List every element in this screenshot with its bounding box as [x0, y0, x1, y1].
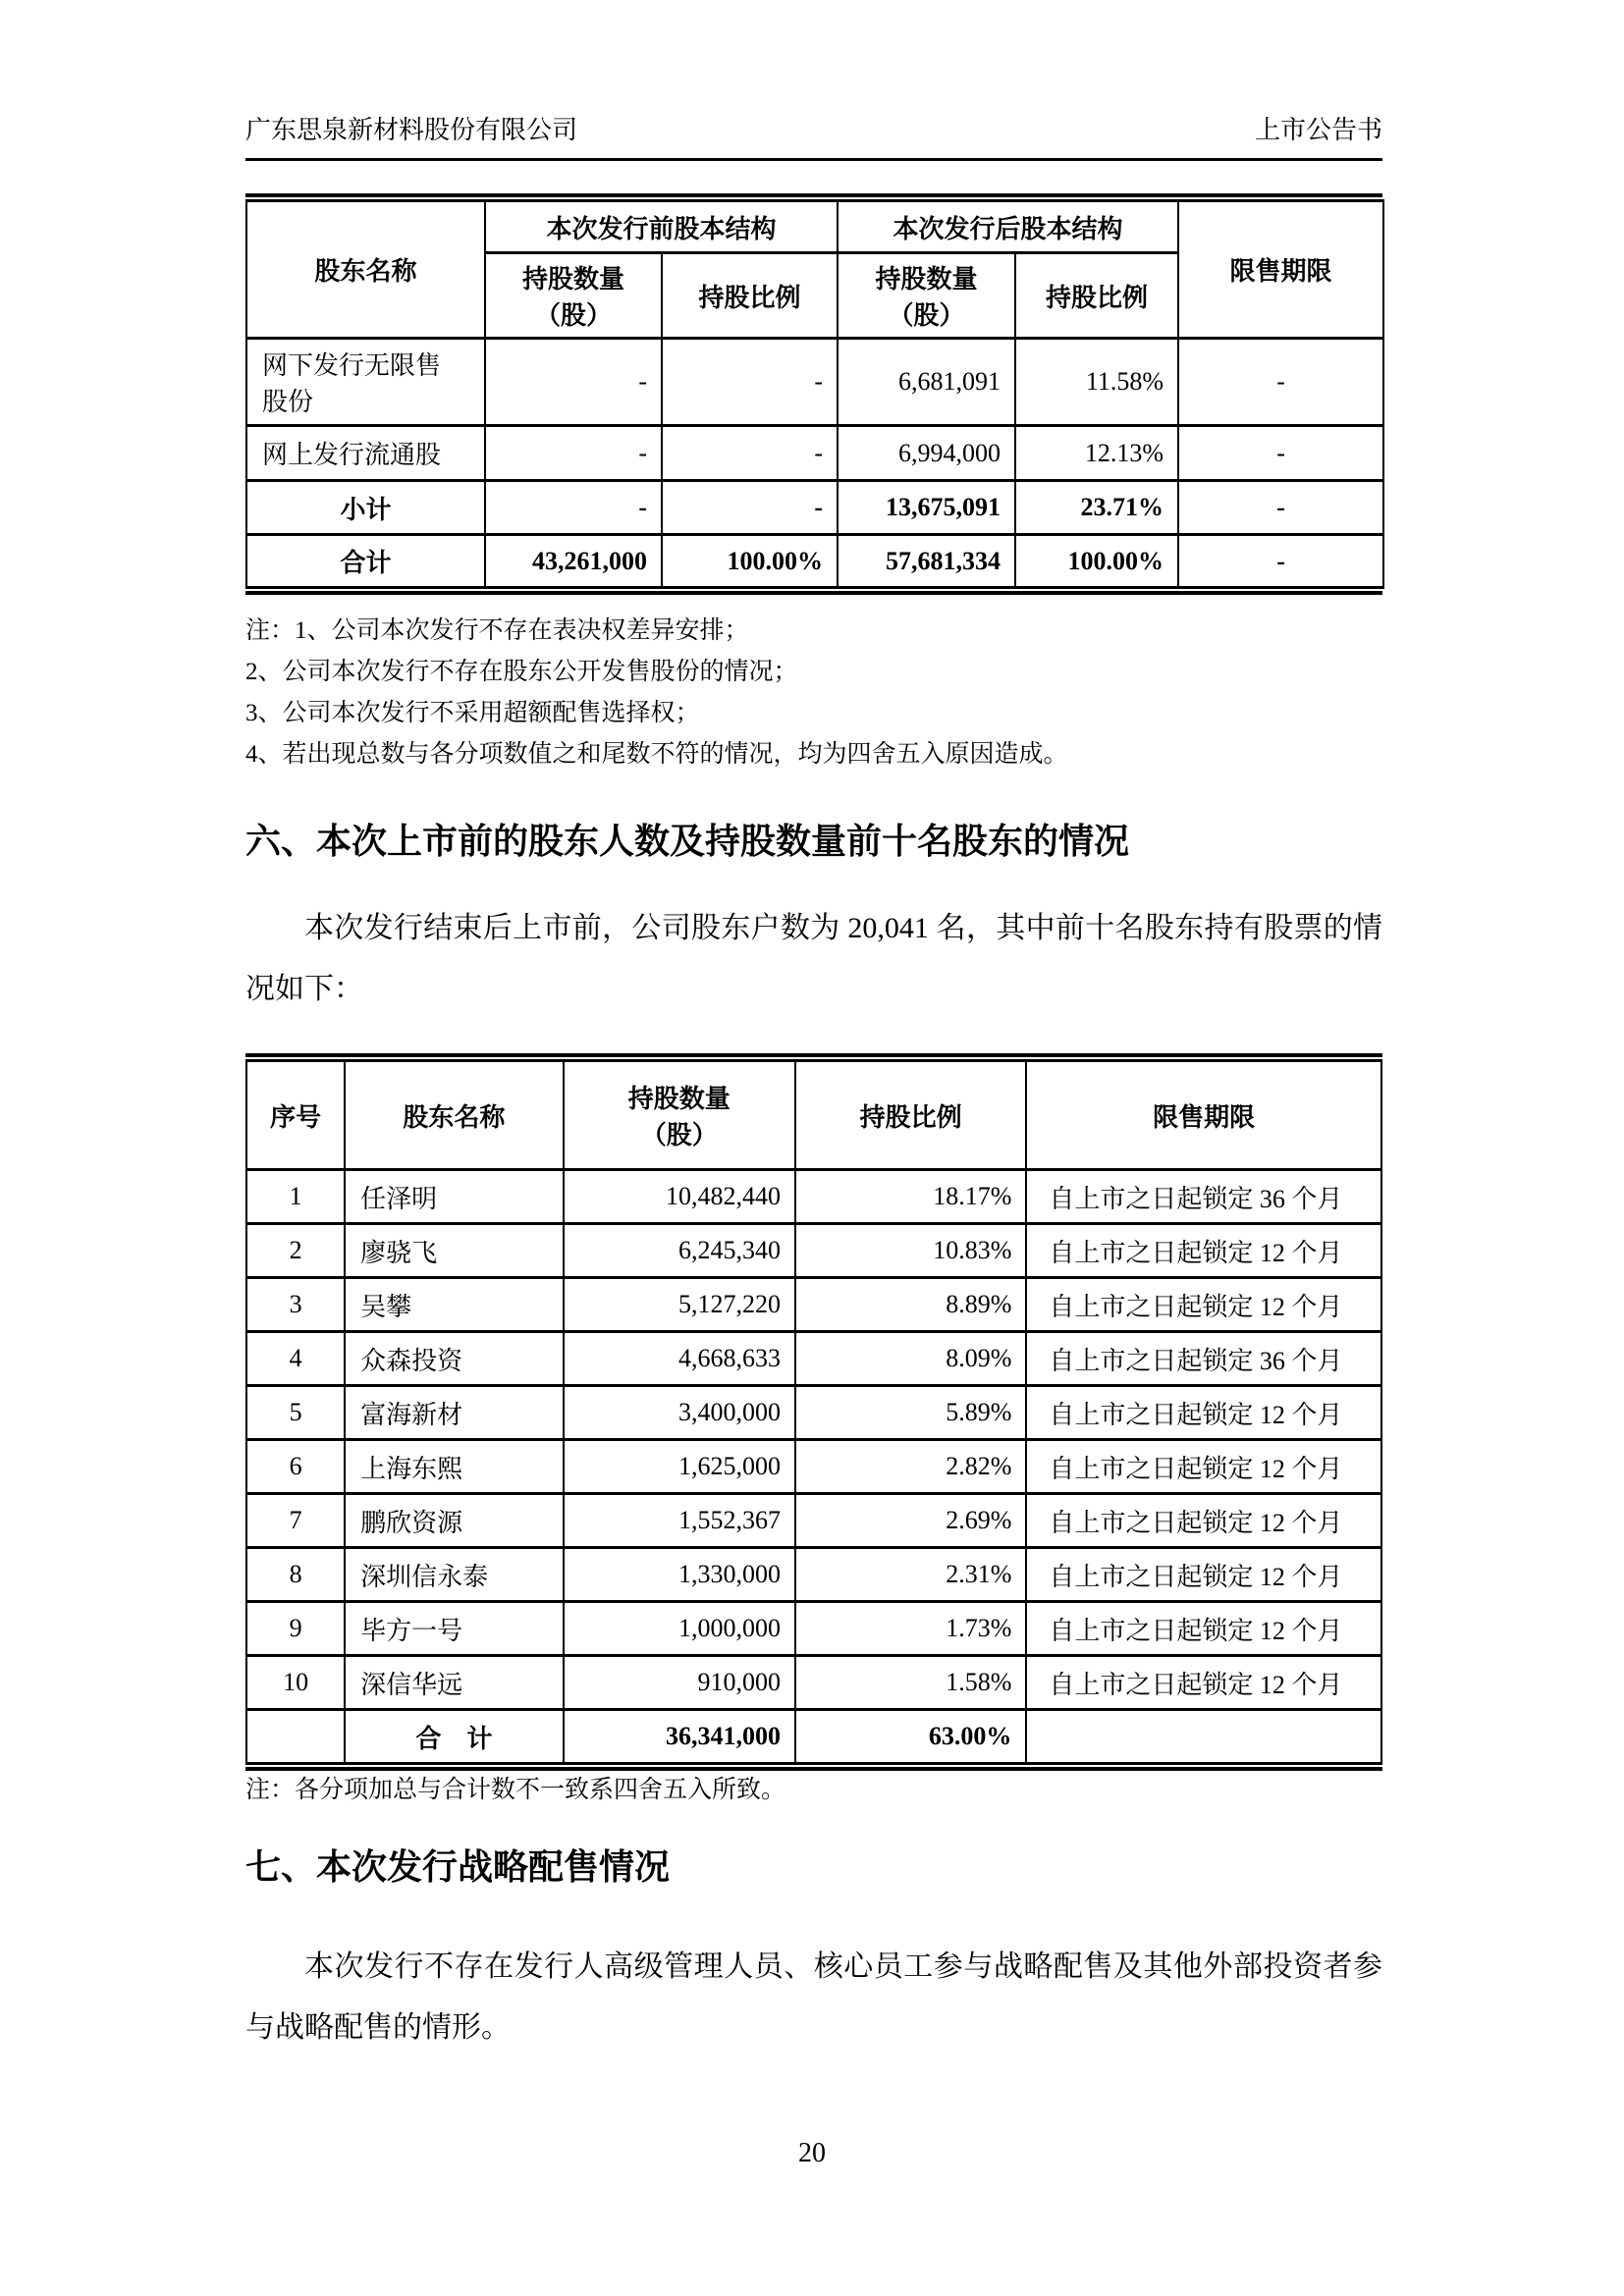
subtotal-label: 小计: [246, 481, 485, 535]
ratio-cell: 8.09%: [795, 1332, 1026, 1386]
shareholder-name-line2: 股份: [262, 388, 314, 416]
lockup-cell: 自上市之日起锁定 12 个月: [1026, 1278, 1381, 1332]
table1-notes: [245, 611, 1382, 775]
ratio-cell: 10.83%: [795, 1224, 1026, 1278]
no-cell: 1: [246, 1170, 345, 1224]
lockup-cell: 自上市之日起锁定 12 个月: [1026, 1440, 1381, 1494]
name-cell: 深圳信永泰: [345, 1548, 563, 1602]
no-cell: 6: [246, 1440, 345, 1494]
col-header-pre-ratio: 持股比例: [662, 253, 838, 339]
ratio-cell: 1.58%: [795, 1656, 1026, 1710]
no-cell: 2: [246, 1224, 345, 1278]
table-row: [246, 339, 1383, 426]
page-number: 20: [798, 2138, 826, 2168]
col-header-lockup: 限售期限: [1026, 1061, 1381, 1170]
shareholder-name: 网下发行无限售: [262, 351, 442, 380]
total-row: [246, 1710, 1381, 1764]
no-cell-empty: [246, 1710, 345, 1764]
shareholder-cell: 网上发行流通股: [246, 426, 485, 481]
lockup-cell: 自上市之日起锁定 36 个月: [1026, 1332, 1381, 1386]
qty-cell: 1,625,000: [564, 1440, 795, 1494]
qty-cell: 3,400,000: [564, 1386, 795, 1440]
qty-header-line1: 持股数量: [521, 265, 624, 294]
table-row: [246, 1224, 1381, 1278]
table-row: [246, 1332, 1381, 1386]
lockup-cell: -: [1178, 426, 1383, 481]
lockup-cell: 自上市之日起锁定 12 个月: [1026, 1602, 1381, 1656]
no-cell: 9: [246, 1602, 345, 1656]
note-line: 2、公司本次发行不存在股东公开发售股份的情况；: [245, 659, 798, 685]
pre-ratio-cell: -: [662, 426, 838, 481]
name-cell: 众森投资: [345, 1332, 563, 1386]
post-qty-cell: 6,681,091: [838, 339, 1015, 426]
qty-cell: 10,482,440: [564, 1170, 795, 1224]
company-name: 广东思泉新材料股份有限公司: [245, 116, 578, 144]
ratio-cell: 5.89%: [795, 1386, 1026, 1440]
section-six-title: 六、本次上市前的股东人数及持股数量前十名股东的情况: [245, 821, 1130, 861]
col-group-post-issuance: 本次发行后股本结构: [838, 201, 1178, 253]
share-structure-table-grid: [245, 199, 1384, 589]
table-row: [246, 1602, 1381, 1656]
col-header-pre-qty: [485, 253, 662, 339]
top-ten-shareholders-table: [245, 1053, 1382, 1771]
qty-cell: 1,552,367: [564, 1494, 795, 1548]
name-cell: 毕方一号: [345, 1602, 563, 1656]
lockup-cell: -: [1178, 481, 1383, 535]
post-ratio-cell: 100.00%: [1015, 535, 1178, 588]
note-line: 注：1、公司本次发行不存在表决权差异安排；: [245, 617, 749, 644]
qty-cell: 1,000,000: [564, 1602, 795, 1656]
total-label: 合 计: [345, 1710, 563, 1764]
ratio-cell: 8.89%: [795, 1278, 1026, 1332]
table-row: [246, 1656, 1381, 1710]
qty-header-line2: （股）: [640, 1121, 718, 1149]
lockup-cell: 自上市之日起锁定 12 个月: [1026, 1386, 1381, 1440]
name-cell: 鹏欣资源: [345, 1494, 563, 1548]
lockup-cell-empty: [1026, 1710, 1381, 1764]
top-ten-shareholders-grid: [245, 1059, 1382, 1765]
name-cell: 任泽明: [345, 1170, 563, 1224]
qty-header-line1: 持股数量: [875, 265, 978, 294]
name-cell: 富海新材: [345, 1386, 563, 1440]
pre-ratio-cell: -: [662, 339, 838, 426]
table2-note: 注：各分项加总与合计数不一致系四舍五入所致。: [245, 1777, 786, 1803]
table-row: [246, 1440, 1381, 1494]
post-ratio-cell: 23.71%: [1015, 481, 1178, 535]
no-cell: 4: [246, 1332, 345, 1386]
ratio-cell: 1.73%: [795, 1602, 1026, 1656]
lockup-cell: 自上市之日起锁定 12 个月: [1026, 1656, 1381, 1710]
pre-qty-cell: -: [485, 339, 662, 426]
ratio-cell: 2.31%: [795, 1548, 1026, 1602]
note-line: 3、公司本次发行不采用超额配售选择权；: [245, 700, 700, 726]
col-header-no: 序号: [246, 1061, 345, 1170]
lockup-cell: 自上市之日起锁定 12 个月: [1026, 1224, 1381, 1278]
ratio-cell: 18.17%: [795, 1170, 1026, 1224]
lockup-cell: 自上市之日起锁定 36 个月: [1026, 1170, 1381, 1224]
pre-qty-cell: 43,261,000: [485, 535, 662, 588]
lockup-cell: -: [1178, 339, 1383, 426]
col-header-shareholder: 股东名称: [246, 201, 485, 339]
table-row: [246, 1548, 1381, 1602]
post-ratio-cell: 11.58%: [1015, 339, 1178, 426]
pre-ratio-cell: -: [662, 481, 838, 535]
ratio-cell: 2.82%: [795, 1440, 1026, 1494]
table-row: [246, 1278, 1381, 1332]
pre-qty-cell: -: [485, 481, 662, 535]
name-cell: 廖骁飞: [345, 1224, 563, 1278]
qty-cell: 6,245,340: [564, 1224, 795, 1278]
no-cell: 5: [246, 1386, 345, 1440]
no-cell: 10: [246, 1656, 345, 1710]
section-seven-title: 七、本次发行战略配售情况: [245, 1846, 671, 1887]
post-ratio-cell: 12.13%: [1015, 426, 1178, 481]
no-cell: 3: [246, 1278, 345, 1332]
document-type: 上市公告书: [1254, 116, 1382, 144]
col-header-post-ratio: 持股比例: [1015, 253, 1178, 339]
table-row: [246, 1170, 1381, 1224]
pre-ratio-cell: 100.00%: [662, 535, 838, 588]
table-row: [246, 1386, 1381, 1440]
table-row: [246, 426, 1383, 481]
col-group-pre-issuance: 本次发行前股本结构: [485, 201, 838, 253]
lockup-cell: 自上市之日起锁定 12 个月: [1026, 1548, 1381, 1602]
lockup-cell: -: [1178, 535, 1383, 588]
ratio-cell: 2.69%: [795, 1494, 1026, 1548]
qty-cell: 910,000: [564, 1656, 795, 1710]
qty-cell: 5,127,220: [564, 1278, 795, 1332]
total-qty-cell: 36,341,000: [564, 1710, 795, 1764]
qty-header-line2: （股）: [534, 301, 612, 330]
note-line: 4、若出现总数与各分项数值之和尾数不符的情况，均为四舍五入原因造成。: [245, 741, 1068, 768]
total-label: 合计: [246, 535, 485, 588]
section-seven-paragraph: 本次发行不存在发行人高级管理人员、核心员工参与战略配售及其他外部投资者参与战略配售的情形。: [245, 1950, 1382, 2044]
qty-cell: 4,668,633: [564, 1332, 795, 1386]
name-cell: 上海东熙: [345, 1440, 563, 1494]
page-header: [245, 110, 1382, 161]
col-header-name: 股东名称: [345, 1061, 563, 1170]
col-header-ratio: 持股比例: [795, 1061, 1026, 1170]
name-cell: 吴攀: [345, 1278, 563, 1332]
share-structure-table: [245, 193, 1382, 595]
col-header-post-qty: [838, 253, 1015, 339]
pre-qty-cell: -: [485, 426, 662, 481]
table-row: [246, 1494, 1381, 1548]
subtotal-row: [246, 481, 1383, 535]
name-cell: 深信华远: [345, 1656, 563, 1710]
post-qty-cell: 6,994,000: [838, 426, 1015, 481]
shareholder-cell: [246, 339, 485, 426]
col-header-lockup: 限售期限: [1178, 201, 1383, 339]
col-header-qty: [564, 1061, 795, 1170]
post-qty-cell: 13,675,091: [838, 481, 1015, 535]
no-cell: 7: [246, 1494, 345, 1548]
no-cell: 8: [246, 1548, 345, 1602]
total-row: [246, 535, 1383, 588]
section-six-paragraph: 本次发行结束后上市前，公司股东户数为 20,041 名，其中前十名股东持有股票的情况如下：: [245, 912, 1382, 1005]
qty-header-line1: 持股数量: [627, 1085, 731, 1113]
total-ratio-cell: 63.00%: [795, 1710, 1026, 1764]
qty-cell: 1,330,000: [564, 1548, 795, 1602]
qty-header-line2: （股）: [888, 301, 965, 330]
lockup-cell: 自上市之日起锁定 12 个月: [1026, 1494, 1381, 1548]
post-qty-cell: 57,681,334: [838, 535, 1015, 588]
